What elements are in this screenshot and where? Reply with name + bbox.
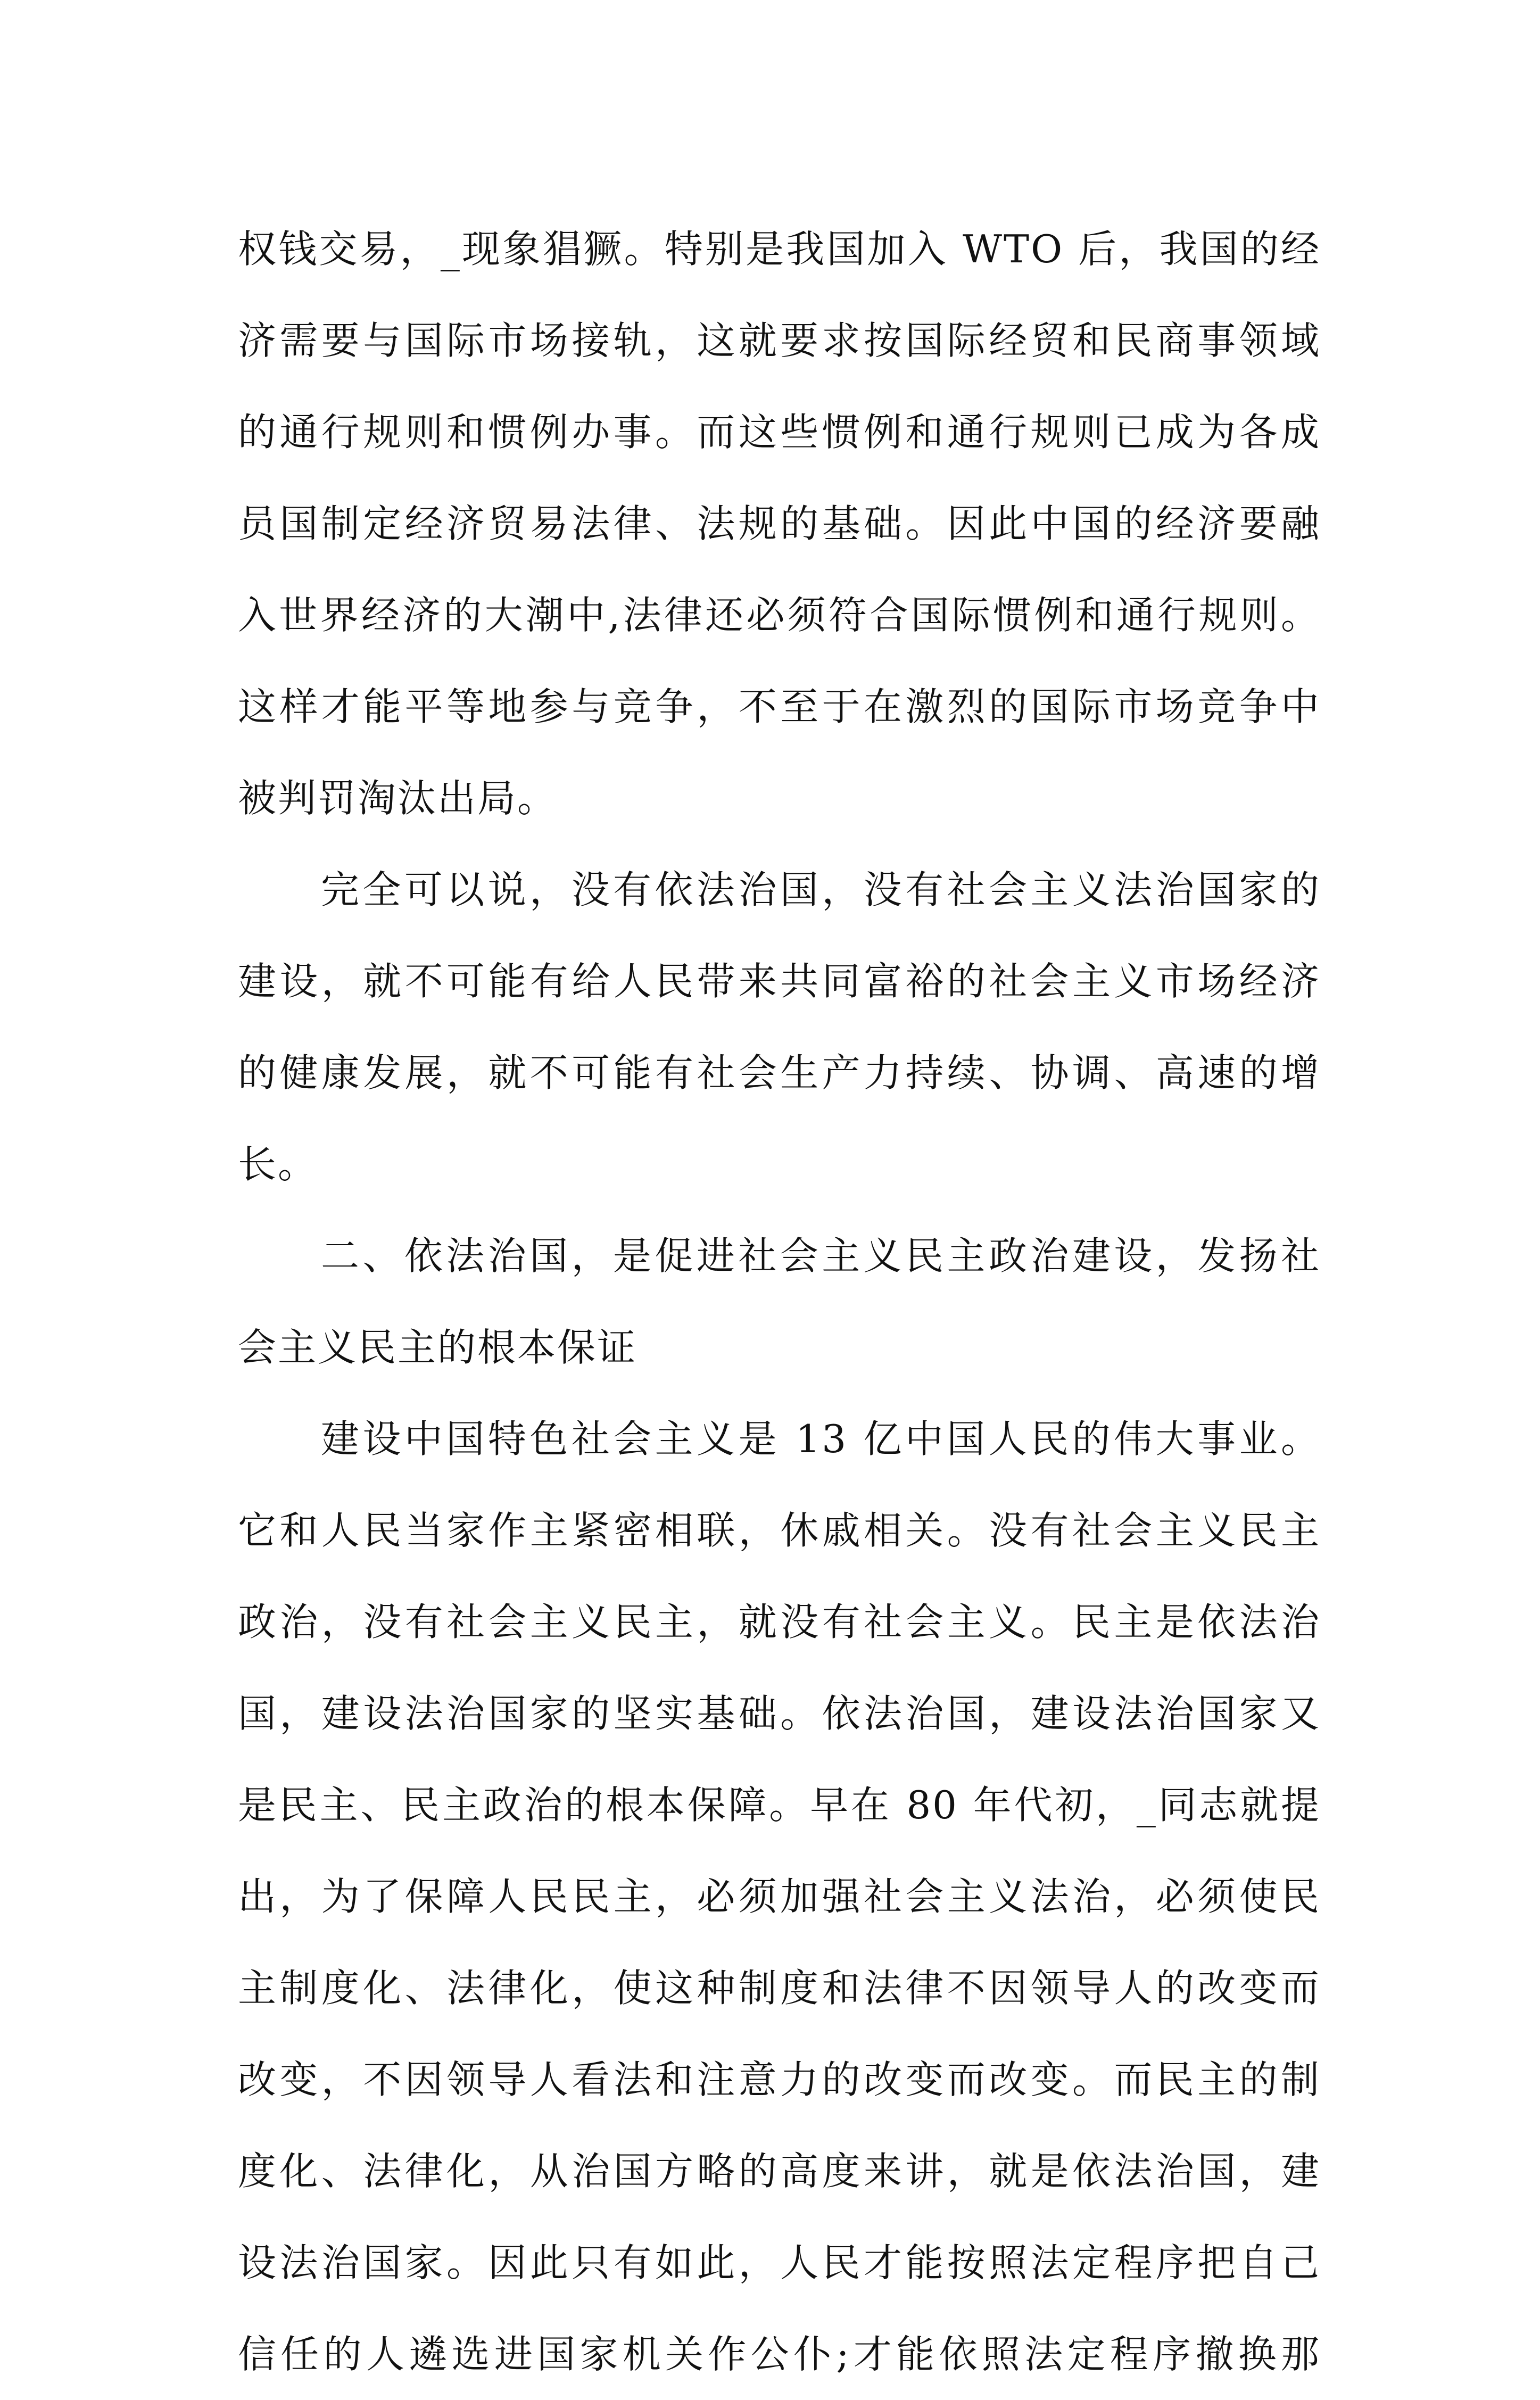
text-line: 度化、法律化，从治国方略的高度来讲，就是依法治国，建: [238, 2149, 1321, 2194]
text-line: 政治，没有社会主义民主，就没有社会主义。民主是依法治: [238, 1600, 1321, 1644]
text-line: 信任的人遴选进国家机关作公仆;才能依照法定程序撤换那: [238, 2332, 1321, 2377]
text-line: 权钱交易，_现象猖獗。特别是我国加入 WTO 后，我国的经: [238, 227, 1321, 271]
text-line: 改变，不因领导人看法和注意力的改变而改变。而民主的制: [238, 2057, 1321, 2102]
text-line: 入世界经济的大潮中,法律还必须符合国际惯例和通行规则。: [238, 593, 1321, 638]
text-line: 员国制定经济贸易法律、法规的基础。因此中国的经济要融: [238, 501, 1321, 546]
text-line: 设法治国家。因此只有如此，人民才能按照法定程序把自己: [238, 2240, 1321, 2285]
text-line: 它和人民当家作主紧密相联，休戚相关。没有社会主义民主: [238, 1508, 1321, 1553]
text-line: 主制度化、法律化，使这种制度和法律不因领导人的改变而: [238, 1966, 1321, 2010]
text-line: 济需要与国际市场接轨，这就要求按国际经贸和民商事领域: [238, 318, 1321, 363]
section-heading: [238, 1210, 1321, 1393]
text-line: 这样才能平等地参与竞争，不至于在激烈的国际市场竞争中: [238, 684, 1321, 729]
text-line: 的健康发展，就不可能有社会生产力持续、协调、高速的增: [238, 1050, 1321, 1095]
text-line: 国，建设法治国家的坚实基础。依法治国，建设法治国家又: [238, 1691, 1321, 1736]
text-line: 是民主、民主政治的根本保障。早在 80 年代初，_同志就提: [238, 1783, 1321, 1827]
text-line: 被判罚淘汰出局。: [238, 776, 558, 821]
text-line: 建设，就不可能有给人民带来共同富裕的社会主义市场经济: [238, 959, 1321, 1004]
paragraph-3: [238, 1393, 1321, 2400]
document-body: [238, 203, 1321, 2400]
paragraph-1: [238, 203, 1321, 844]
text-line: 二、依法治国，是促进社会主义民主政治建设，发扬社: [321, 1234, 1321, 1278]
text-line: 出，为了保障人民民主，必须加强社会主义法治，必须使民: [238, 1874, 1321, 1919]
text-line: 长。: [238, 1142, 318, 1187]
text-line: 会主义民主的根本保证: [238, 1325, 637, 1370]
text-line: 完全可以说，没有依法治国，没有社会主义法治国家的: [321, 867, 1321, 912]
paragraph-2: [238, 844, 1321, 1210]
text-line: 的通行规则和惯例办事。而这些惯例和通行规则已成为各成: [238, 410, 1321, 454]
text-line: 建设中国特色社会主义是 13 亿中国人民的伟大事业。: [321, 1417, 1321, 1461]
